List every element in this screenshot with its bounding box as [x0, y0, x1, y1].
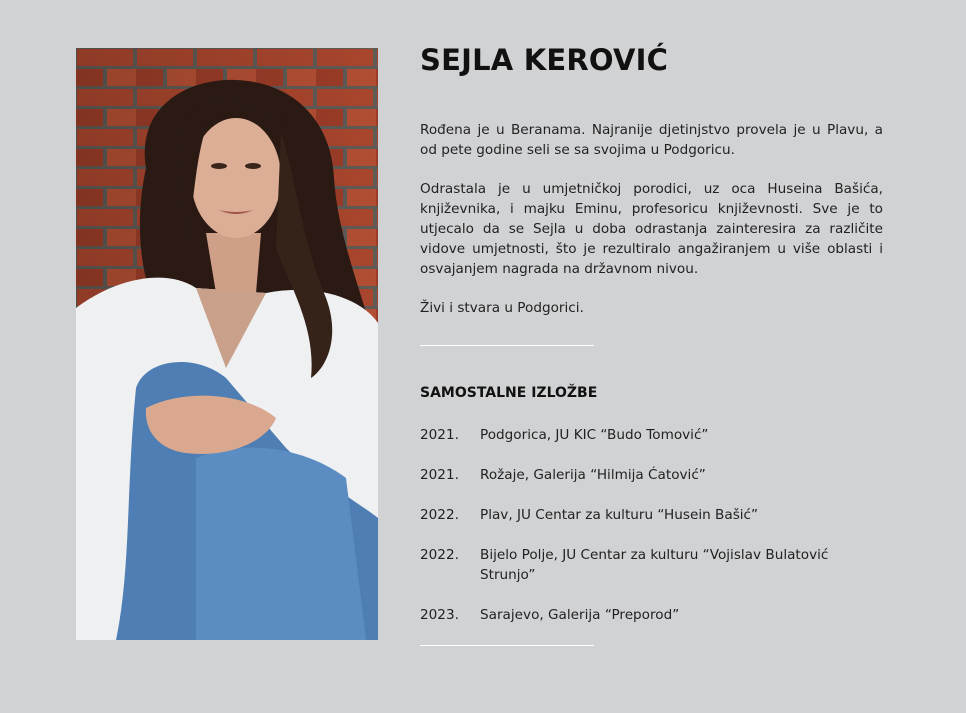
list-item [420, 545, 883, 585]
artist-bio-panel [420, 40, 883, 646]
exhibition-description: Rožaje, Galerija “Hilmija Ćatović” [480, 467, 706, 483]
biography [420, 120, 883, 318]
list-item [420, 505, 883, 525]
section-divider [420, 645, 594, 646]
exhibitions-list [420, 425, 883, 625]
bio-paragraph: Rođena je u Beranama. Najranije djetinjstvo provela je u Plavu, a od pete godine seli se sa svojima u Podgoricu. [420, 122, 883, 158]
bio-paragraph: Živi i stvara u Podgorici. [420, 300, 584, 316]
exhibition-description: Bijelo Polje, JU Centar za kulturu “Vojislav Bulatović Strunjo” [480, 547, 829, 583]
exhibition-year: 2023. [420, 607, 459, 623]
bio-paragraph: Odrastala je u umjetničkoj porodici, uz oca Huseina Bašića, književnika, i majku Eminu, profesoricu književnosti. Sve je to utjecalo da se Sejla u doba odrastanja zainteresira za različite vidove umjetnosti, što je rezultiralo angažiranjem u više oblasti i osvajanjem nagrada na državnom nivou. [420, 181, 883, 277]
exhibition-description: Podgorica, JU KIC “Budo Tomović” [480, 427, 709, 443]
portrait-photo [76, 48, 378, 640]
section-divider [420, 345, 594, 346]
exhibition-year: 2022. [420, 507, 459, 523]
list-item [420, 465, 883, 485]
exhibition-year: 2022. [420, 547, 459, 563]
artist-name: SEJLA KEROVIĆ [420, 43, 669, 77]
list-item [420, 605, 883, 625]
exhibitions-title: SAMOSTALNE IZLOŽBE [420, 385, 598, 401]
exhibition-year: 2021. [420, 427, 459, 443]
exhibition-description: Sarajevo, Galerija “Preporod” [480, 607, 680, 623]
exhibition-description: Plav, JU Centar za kulturu “Husein Bašić” [480, 507, 759, 523]
list-item [420, 425, 883, 445]
exhibition-year: 2021. [420, 467, 459, 483]
